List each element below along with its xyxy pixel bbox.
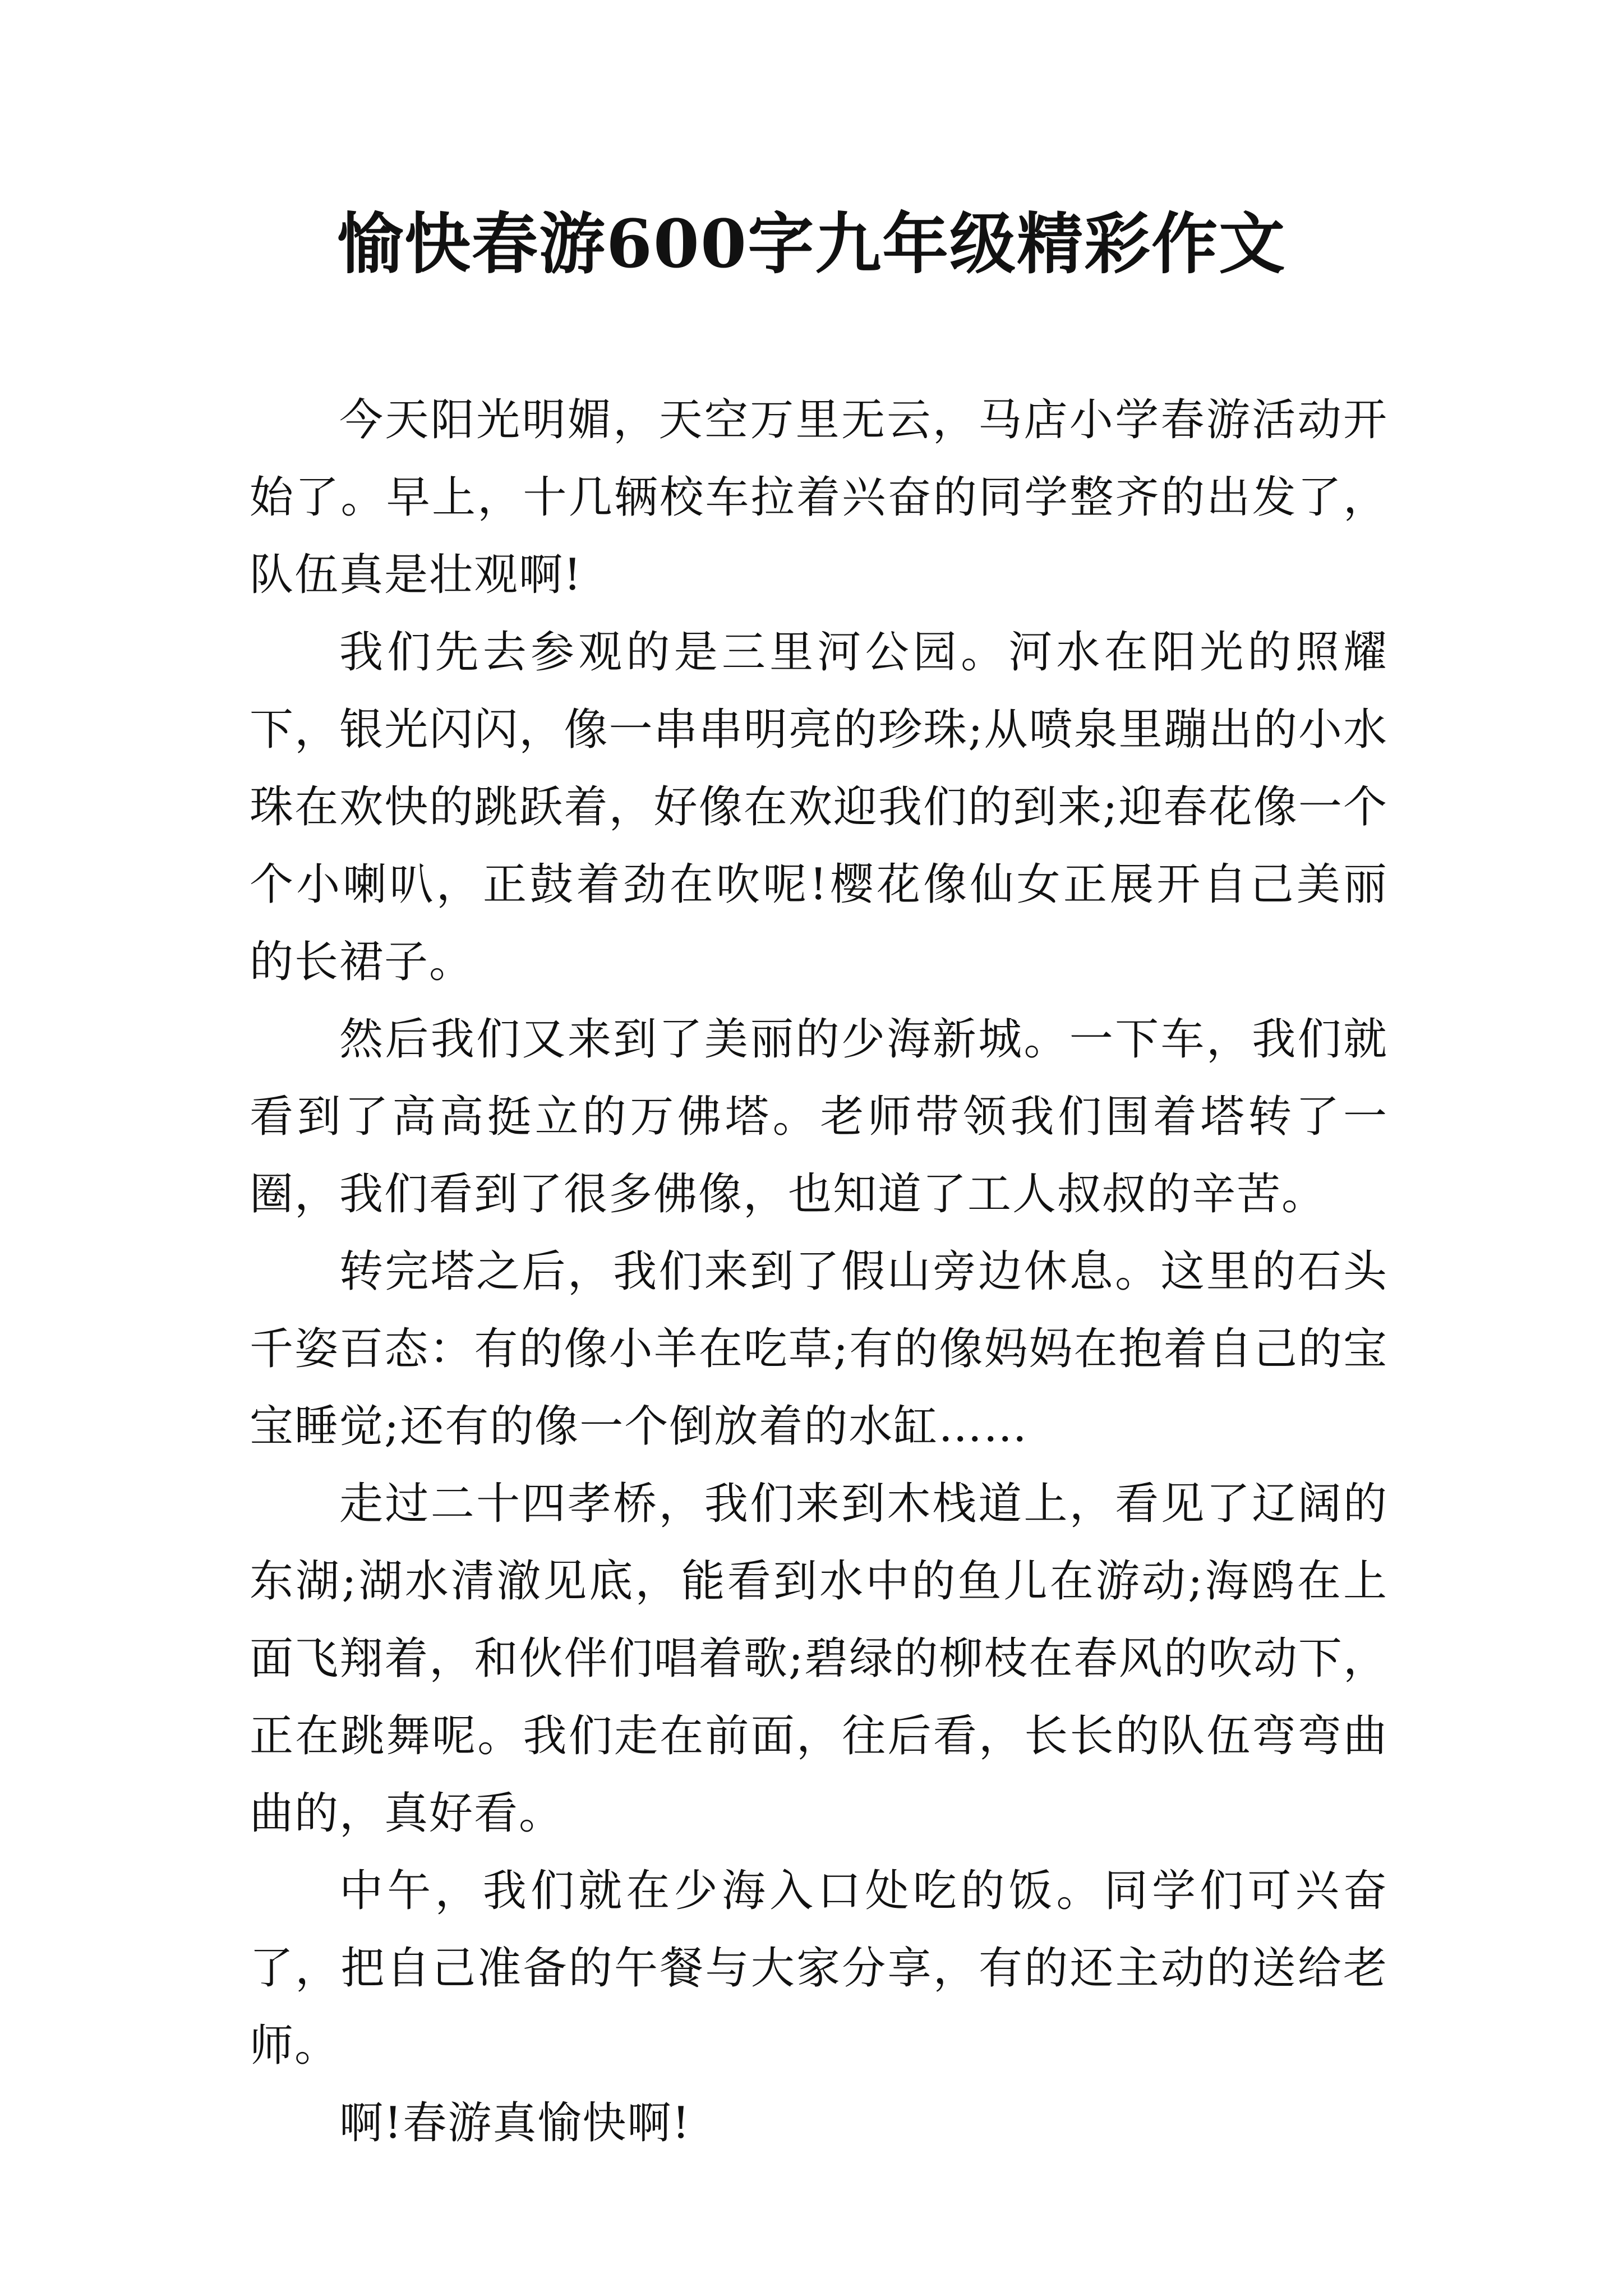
paragraph-3: 然后我们又来到了美丽的少海新城。一下车，我们就看到了高高挺立的万佛塔。老师带领我们围着塔转了一圈，我们看到了很多佛像，也知道了工人叔叔的辛苦。	[250, 1014, 1388, 1220]
paragraph-7: 啊!春游真愉快啊!	[339, 2098, 691, 2148]
paragraph-4: 转完塔之后，我们来到了假山旁边休息。这里的石头千姿百态：有的像小羊在吃草;有的像妈妈在抱着自己的宝宝睡觉;还有的像一个倒放着的水缸……	[250, 1246, 1388, 1452]
paragraph-2: 我们先去参观的是三里河公园。河水在阳光的照耀下，银光闪闪，像一串串明亮的珍珠;从喷泉里蹦出的小水珠在欢快的跳跃着，好像在欢迎我们的到来;迎春花像一个个小喇叭，正鼓着劲在吹呢!樱花像仙女正展开自己美丽的长裙子。	[250, 627, 1388, 987]
paragraph-6: 中午，我们就在少海入口处吃的饭。同学们可兴奋了，把自己准备的午餐与大家分享，有的还主动的送给老师。	[250, 1866, 1388, 2071]
document-title: 愉快春游600字九年级精彩作文	[336, 205, 1287, 283]
document-body	[250, 381, 1388, 2162]
paragraph-5: 走过二十四孝桥，我们来到木栈道上，看见了辽阔的东湖;湖水清澈见底，能看到水中的鱼儿在游动;海鸥在上面飞翔着，和伙伴们唱着歌;碧绿的柳枝在春风的吹动下，正在跳舞呢。我们走在前面，往后看，长长的队伍弯弯曲曲的，真好看。	[250, 1479, 1388, 1839]
paragraph-1: 今天阳光明媚，天空万里无云，马店小学春游活动开始了。早上，十几辆校车拉着兴奋的同学整齐的出发了，队伍真是壮观啊!	[250, 395, 1388, 600]
